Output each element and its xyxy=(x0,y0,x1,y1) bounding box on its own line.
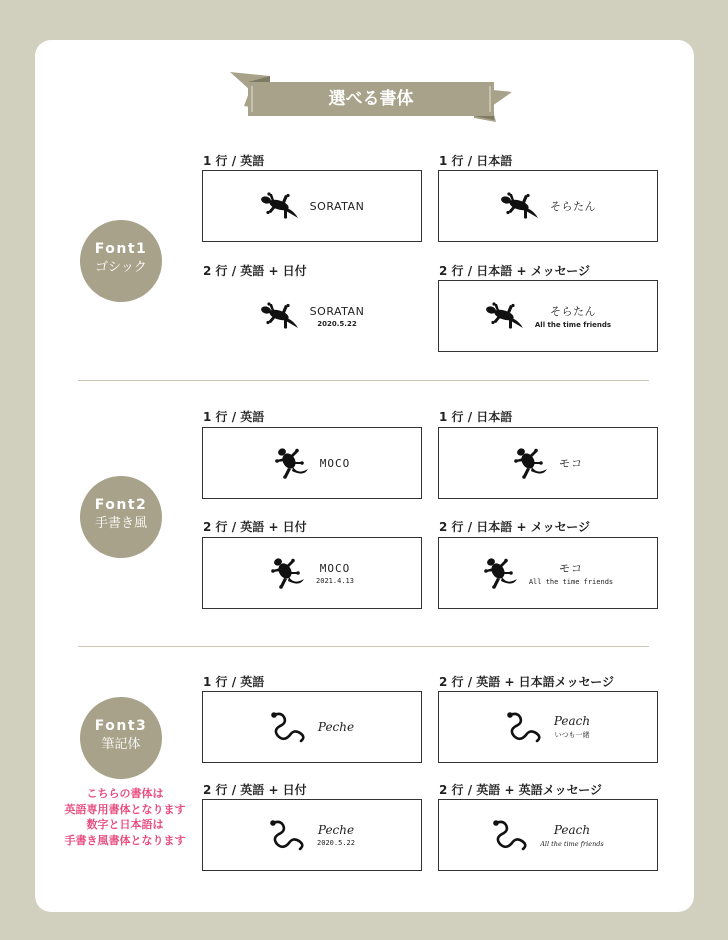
preview-text: Peche xyxy=(317,720,355,734)
sample-label: 2 行 / 日本語 + メッセージ xyxy=(439,264,590,278)
snake-icon xyxy=(506,711,544,743)
sample-label: 1 行 / 英語 xyxy=(203,410,265,424)
preview-text: そらたん xyxy=(549,305,596,318)
sample-preview xyxy=(438,280,658,352)
gecko-icon xyxy=(260,191,300,221)
preview-text: そらたん xyxy=(550,200,596,213)
preview-subtext: 2020.5.22 xyxy=(317,839,355,847)
snake-icon xyxy=(492,819,530,851)
preview-subtext: いつも一緒 xyxy=(554,731,590,739)
preview-subtext: 2020.5.22 xyxy=(317,319,357,328)
font3-badge-style: 筆記体 xyxy=(101,737,141,752)
gecko-icon xyxy=(500,191,540,221)
snake-icon xyxy=(270,711,308,743)
sample-label: 1 行 / 日本語 xyxy=(439,410,513,424)
font2-badge-style: 手書き風 xyxy=(94,516,147,531)
lizard-icon xyxy=(274,447,310,479)
preview-subtext: 2021.4.13 xyxy=(316,576,354,585)
sample-preview xyxy=(202,691,422,763)
sample-label: 2 行 / 英語 + 日本語メッセージ xyxy=(439,675,614,689)
sample-label: 1 行 / 英語 xyxy=(203,154,265,168)
font1-badge-style: ゴシック xyxy=(95,260,147,275)
section-divider xyxy=(78,380,649,381)
note-line: 手書き風書体となります xyxy=(64,833,186,847)
sample-preview xyxy=(202,799,422,871)
font2-badge xyxy=(80,476,162,558)
lizard-icon xyxy=(483,557,519,589)
sample-preview xyxy=(438,691,658,763)
section-divider xyxy=(78,646,649,647)
snake-icon xyxy=(269,819,307,851)
gecko-icon xyxy=(260,301,300,331)
preview-text: SORATAN xyxy=(309,199,365,213)
preview-text: MOCO xyxy=(319,456,351,470)
sample-preview xyxy=(438,537,658,609)
preview-text: モコ xyxy=(559,457,583,470)
preview-text: Peach xyxy=(553,714,591,728)
font1-badge-name: Font1 xyxy=(94,241,148,257)
sample-label: 2 行 / 英語 + 日付 xyxy=(203,264,307,278)
font3-badge-name: Font3 xyxy=(94,718,148,734)
sample-preview xyxy=(438,170,658,242)
sample-label: 2 行 / 英語 + 英語メッセージ xyxy=(439,783,602,797)
sample-preview xyxy=(438,427,658,499)
font3-note xyxy=(52,786,198,848)
page-title: 選べる書体 xyxy=(328,89,414,109)
note-line: こちらの書体は xyxy=(86,787,164,800)
font2-badge-name: Font2 xyxy=(94,497,148,513)
lizard-icon xyxy=(513,447,549,479)
preview-subtext: All the time friends xyxy=(540,839,604,848)
lizard-icon xyxy=(270,557,306,589)
note-line: 英語専用書体となります xyxy=(64,802,186,816)
preview-text: MOCO xyxy=(319,561,351,575)
preview-text: Peche xyxy=(317,823,355,837)
preview-text: Peach xyxy=(553,822,591,837)
preview-text: モコ xyxy=(558,562,583,575)
sample-preview xyxy=(202,170,422,242)
sample-preview xyxy=(202,427,422,499)
sample-label: 2 行 / 英語 + 日付 xyxy=(203,783,307,797)
font3-badge xyxy=(80,697,162,779)
sample-label: 1 行 / 英語 xyxy=(203,675,265,689)
preview-text: SORATAN xyxy=(309,304,365,318)
preview-subtext: All the time friends xyxy=(528,578,614,586)
sample-preview xyxy=(438,799,658,871)
sample-label: 2 行 / 日本語 + メッセージ xyxy=(439,520,590,534)
sample-preview xyxy=(202,537,422,609)
preview-subtext: All the time friends xyxy=(534,321,612,329)
sample-label: 1 行 / 日本語 xyxy=(439,154,513,168)
note-line: 数字と日本語は xyxy=(86,818,164,831)
sample-label: 2 行 / 英語 + 日付 xyxy=(203,520,307,534)
font1-badge xyxy=(80,220,162,302)
gecko-icon xyxy=(485,301,525,331)
sample-preview xyxy=(202,280,422,352)
